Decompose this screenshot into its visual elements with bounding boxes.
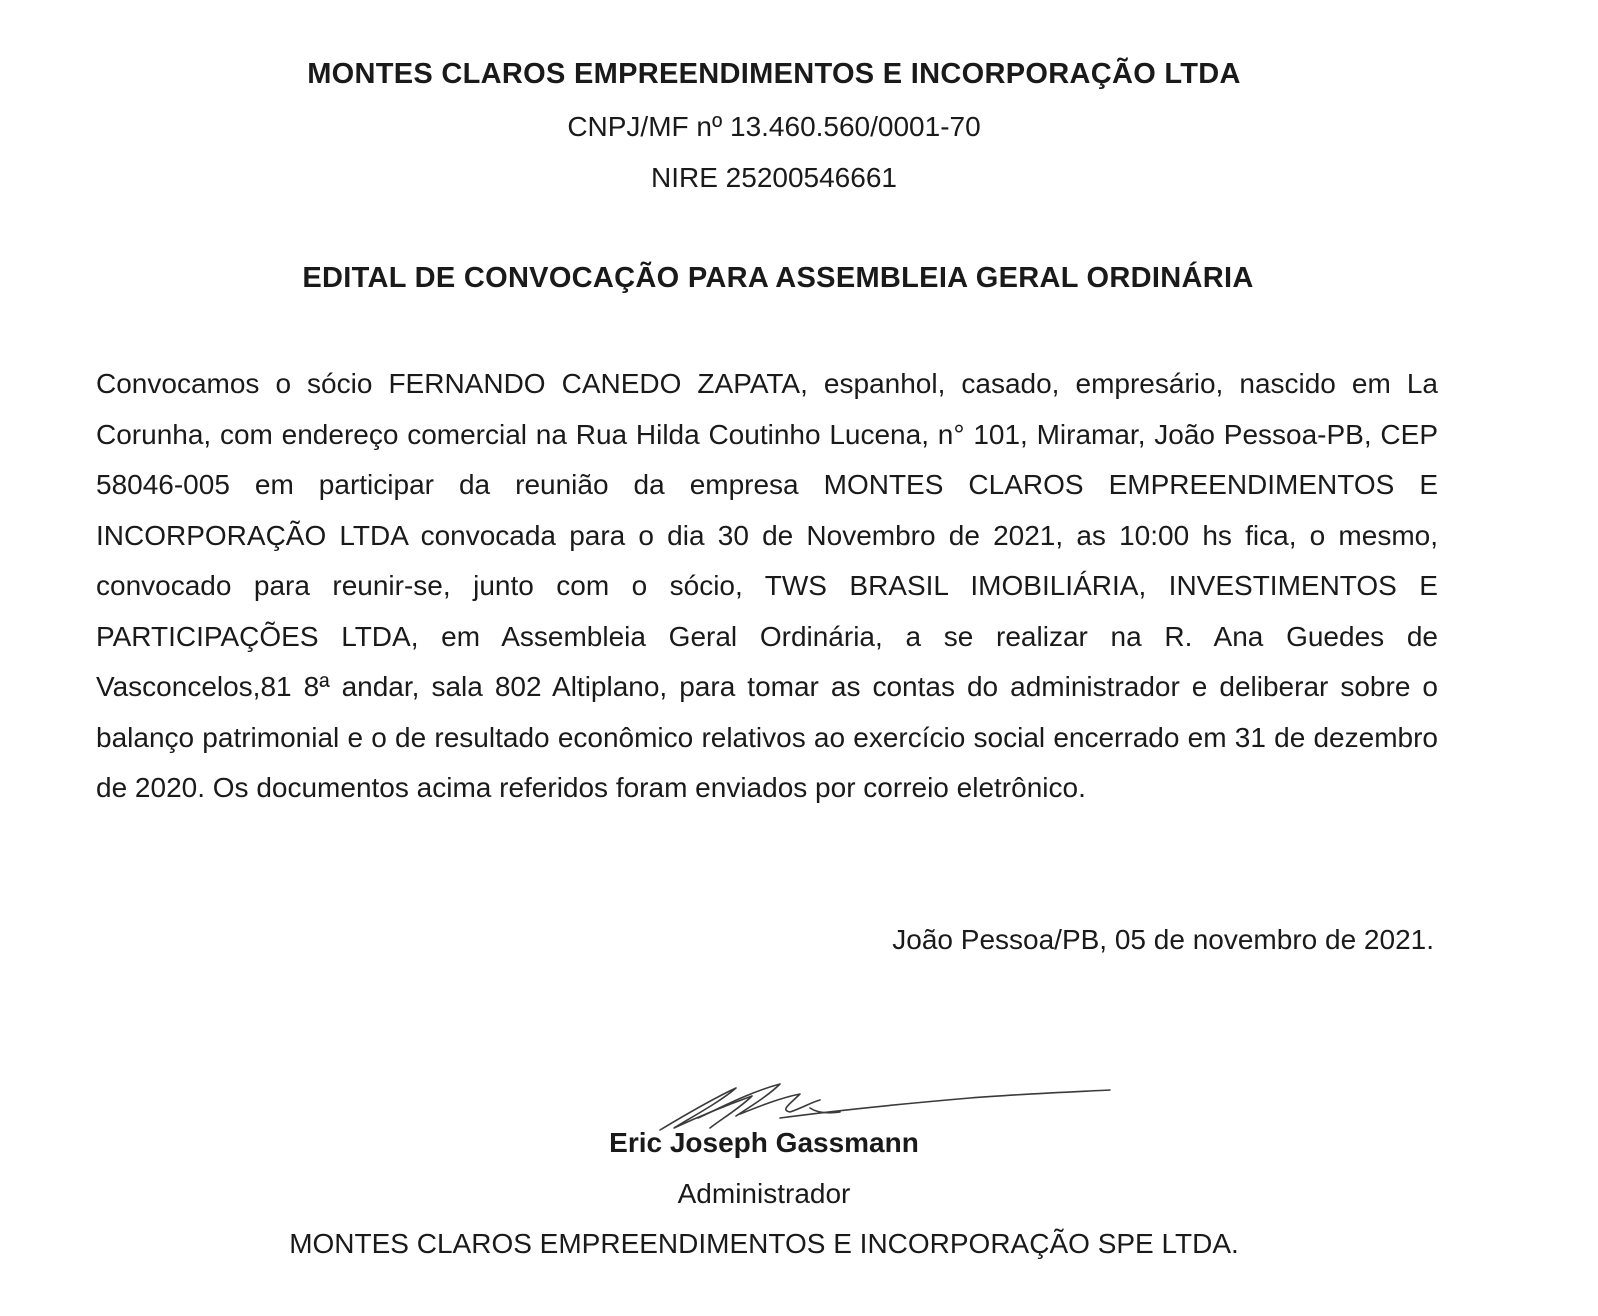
signer-name: Eric Joseph Gassmann [609,1127,919,1158]
signer-role: Administrador [677,1178,851,1209]
cnpj-line: CNPJ/MF nº 13.460.560/0001-70 [567,111,981,142]
place-date: João Pessoa/PB, 05 de novembro de 2021. [892,924,1434,955]
notice-body: Convocamos o sócio FERNANDO CANEDO ZAPATA, espanhol, casado, empresário, nascido em La Corunha, com endereço comercial na Rua Hilda Coutinho Lucena, n° 101, Miramar, João Pessoa-PB, CEP 58046-005 em participar da reunião da empresa MONTES CLAROS EMPREENDIMENTOS E INCORPORAÇÃO LTDA convocada para o dia 30 de Novembro de 2021, as 10:00 hs fica, o mesmo, convocado para reunir-se, junto com o sócio, TWS BRASIL IMOBILIÁRIA, INVESTIMENTOS E PARTICIPAÇÕES LTDA, em Assembleia Geral Ordinária, a se realizar na R. Ana Guedes de Vasconcelos,81 8ª andar, sala 802 Altiplano, para tomar as contas do administrador e deliberar sobre o balanço patrimonial e o de resultado econômico relativos ao exercício social encerrado em 31 de dezembro de 2020. Os documentos acima referidos foram enviados por correio eletrônico. [96,368,1438,803]
company-name-heading: MONTES CLAROS EMPREENDIMENTOS E INCORPORAÇÃO LTDA [307,58,1241,90]
signer-company: MONTES CLAROS EMPREENDIMENTOS E INCORPORAÇÃO SPE LTDA. [289,1228,1239,1259]
notice-title: EDITAL DE CONVOCAÇÃO PARA ASSEMBLEIA GERAL ORDINÁRIA [302,262,1254,294]
nire-line: NIRE 25200546661 [651,162,897,193]
